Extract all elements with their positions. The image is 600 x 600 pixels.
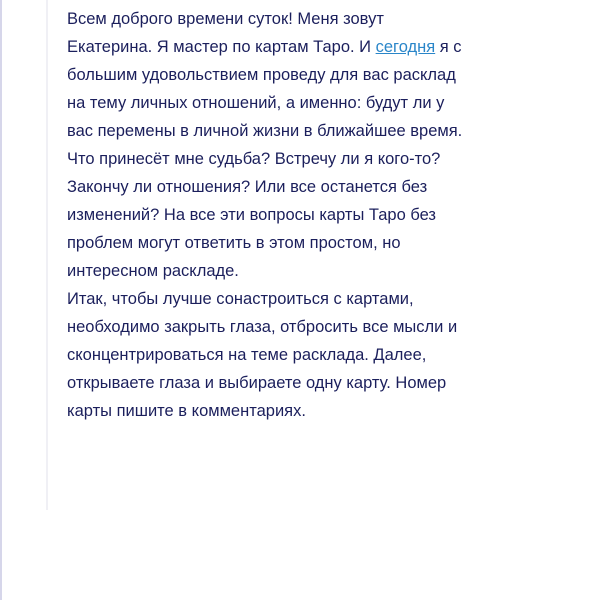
intro-text-after-link: я с большим удовольствием проведу для вас расклад на тему личных отношений, а именно: будут ли у вас перемены в личной жизни в ближайшее время. bbox=[67, 38, 463, 140]
paragraph-intro bbox=[67, 5, 467, 145]
paragraph-questions: Что принесёт мне судьба? Встречу ли я кого-то? Закончу ли отношения? Или все останется без изменений? На все эти вопросы карты Таро без проблем могут ответить в этом простом, но интересном раскладе. bbox=[67, 150, 441, 280]
paragraph-instructions: Итак, чтобы лучше сонастроиться с картами, необходимо закрыть глаза, отбросить все мысли и сконцентрироваться на теме расклада. Далее, открываете глаза и выбираете одну карту. Номер карты пишите в комментариях. bbox=[67, 290, 458, 420]
content-divider bbox=[46, 0, 48, 510]
left-border bbox=[0, 0, 2, 600]
post-text bbox=[67, 5, 467, 425]
intro-text-before-link: Всем доброго времени суток! Меня зовут Екатерина. Я мастер по картам Таро. И bbox=[67, 10, 384, 56]
today-link[interactable]: сегодня bbox=[375, 38, 436, 56]
